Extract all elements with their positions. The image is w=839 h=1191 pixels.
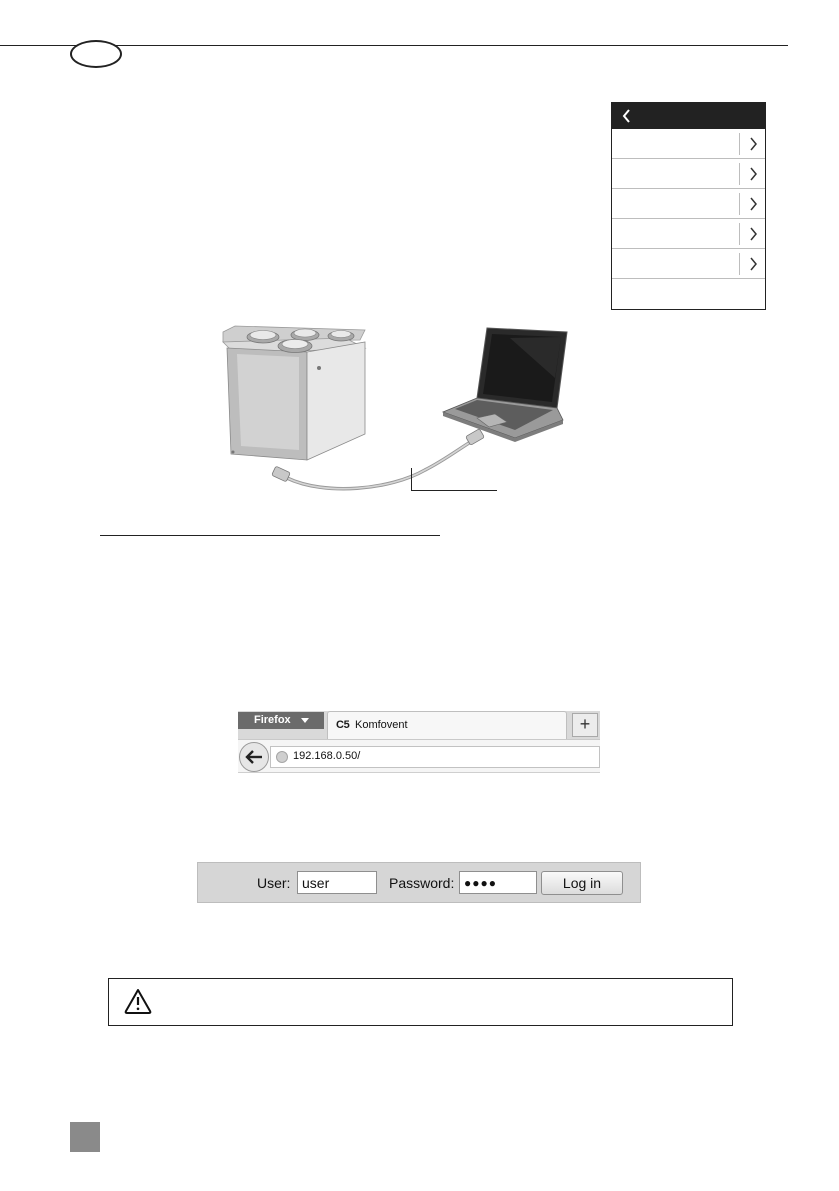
- menu-row[interactable]: [612, 219, 765, 249]
- row-divider: [739, 253, 740, 275]
- url-bar[interactable]: [270, 746, 600, 768]
- warning-box: [108, 978, 733, 1026]
- callout-line: [411, 468, 412, 490]
- callout-leader: [411, 490, 497, 491]
- back-button[interactable]: [239, 742, 269, 772]
- password-label: Password:: [389, 875, 455, 891]
- browser-window: [238, 711, 600, 773]
- user-label: User:: [257, 875, 291, 891]
- browser-nav-bar: [238, 739, 600, 773]
- chevron-right-icon: [748, 256, 758, 272]
- row-divider: [739, 163, 740, 185]
- firefox-menu-label: Firefox: [254, 714, 291, 726]
- user-input[interactable]: [297, 871, 377, 894]
- menu-row[interactable]: [612, 189, 765, 219]
- row-divider: [739, 133, 740, 155]
- connection-illustration: [215, 318, 575, 518]
- password-input[interactable]: [459, 871, 537, 894]
- language-badge: [70, 40, 122, 68]
- tab-title: Komfovent: [355, 719, 408, 731]
- tab-logo: C5: [336, 719, 350, 731]
- controller-menu-panel: [611, 102, 766, 310]
- row-divider: [739, 193, 740, 215]
- arrow-left-icon: [245, 749, 263, 765]
- new-tab-button[interactable]: +: [572, 713, 598, 737]
- warning-triangle-icon: [123, 987, 153, 1015]
- ventilation-unit-icon: [223, 326, 365, 460]
- chevron-right-icon: [748, 196, 758, 212]
- browser-tab-bar: [238, 711, 600, 739]
- chevron-right-icon: [748, 136, 758, 152]
- laptop-icon: [443, 328, 567, 442]
- login-button[interactable]: Log in: [541, 871, 623, 895]
- section-underline: [100, 535, 440, 536]
- chevron-right-icon: [748, 166, 758, 182]
- page-marker: [70, 1122, 100, 1152]
- firefox-menu-button[interactable]: [238, 712, 324, 729]
- menu-row[interactable]: [612, 129, 765, 159]
- login-bar: [197, 862, 641, 903]
- row-divider: [739, 223, 740, 245]
- menu-row[interactable]: [612, 159, 765, 189]
- menu-row[interactable]: [612, 249, 765, 279]
- globe-icon: [276, 751, 288, 763]
- chevron-right-icon: [748, 226, 758, 242]
- caret-down-icon: [301, 718, 309, 723]
- url-text: 192.168.0.50/: [293, 750, 361, 762]
- browser-tab[interactable]: [327, 711, 567, 739]
- menu-header: [612, 103, 765, 129]
- chevron-left-icon[interactable]: [622, 109, 632, 123]
